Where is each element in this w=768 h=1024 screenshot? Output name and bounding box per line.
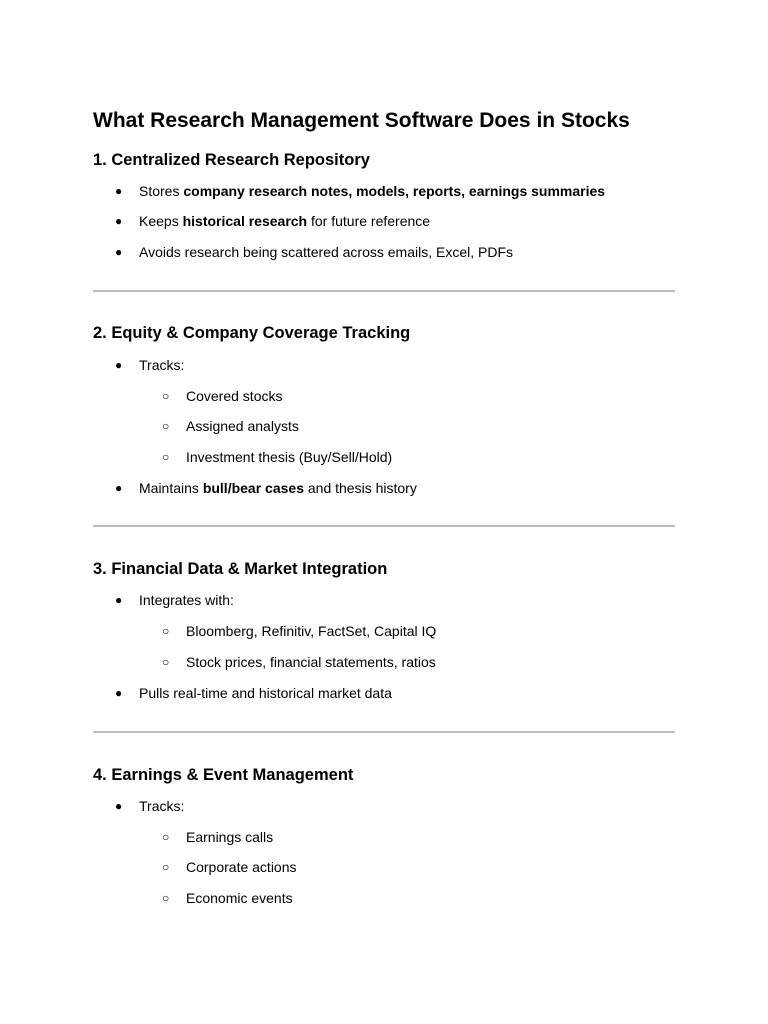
circle-bullet-icon: ○ [162, 860, 170, 874]
sub-list-item: ○ Corporate actions [162, 859, 297, 875]
circle-bullet-icon: ○ [162, 389, 170, 403]
list-item: ● Avoids research being scattered across emails, Excel, PDFs [115, 244, 514, 260]
sub-list-item: ○ Earnings calls [162, 829, 274, 845]
circle-bullet-icon: ○ [162, 624, 170, 638]
section-divider [93, 290, 675, 292]
bullet-icon: ● [115, 481, 123, 495]
sub-list-item: ○ Stock prices, financial statements, ratios [162, 654, 436, 670]
sub-list-item: ○ Assigned analysts [162, 418, 299, 434]
bullet-icon: ● [115, 245, 123, 259]
circle-bullet-icon: ○ [162, 830, 170, 844]
bullet-icon: ● [115, 358, 123, 372]
bullet-icon: ● [115, 184, 123, 198]
list-item: ● Pulls real-time and historical market data [115, 685, 392, 701]
sub-list-item: ○ Economic events [162, 890, 293, 906]
list-item: ● Keeps historical research for future reference [115, 213, 431, 229]
section-3-heading: 3. Financial Data & Market Integration [93, 560, 388, 578]
list-item: ● Tracks: [115, 798, 185, 814]
bullet-icon: ● [115, 799, 123, 813]
page-title: What Research Management Software Does in Stocks [93, 109, 630, 132]
sub-list-item: ○ Covered stocks [162, 388, 283, 404]
bullet-icon: ● [115, 686, 123, 700]
list-item: ● Integrates with: [115, 592, 234, 608]
list-item: ● Maintains bull/bear cases and thesis history [115, 480, 417, 496]
circle-bullet-icon: ○ [162, 655, 170, 669]
list-item: ● Stores company research notes, models, reports, earnings summaries [115, 183, 606, 199]
list-item: ● Tracks: [115, 357, 185, 373]
circle-bullet-icon: ○ [162, 450, 170, 464]
section-divider [93, 731, 675, 733]
bullet-icon: ● [115, 214, 123, 228]
section-1-heading: 1. Centralized Research Repository [93, 151, 370, 169]
circle-bullet-icon: ○ [162, 891, 170, 905]
bullet-icon: ● [115, 593, 123, 607]
sub-list-item: ○ Bloomberg, Refinitiv, FactSet, Capital IQ [162, 623, 437, 639]
section-divider [93, 525, 675, 527]
circle-bullet-icon: ○ [162, 419, 170, 433]
section-4-heading: 4. Earnings & Event Management [93, 766, 354, 784]
sub-list-item: ○ Investment thesis (Buy/Sell/Hold) [162, 449, 393, 465]
section-2-heading: 2. Equity & Company Coverage Tracking [93, 324, 411, 342]
